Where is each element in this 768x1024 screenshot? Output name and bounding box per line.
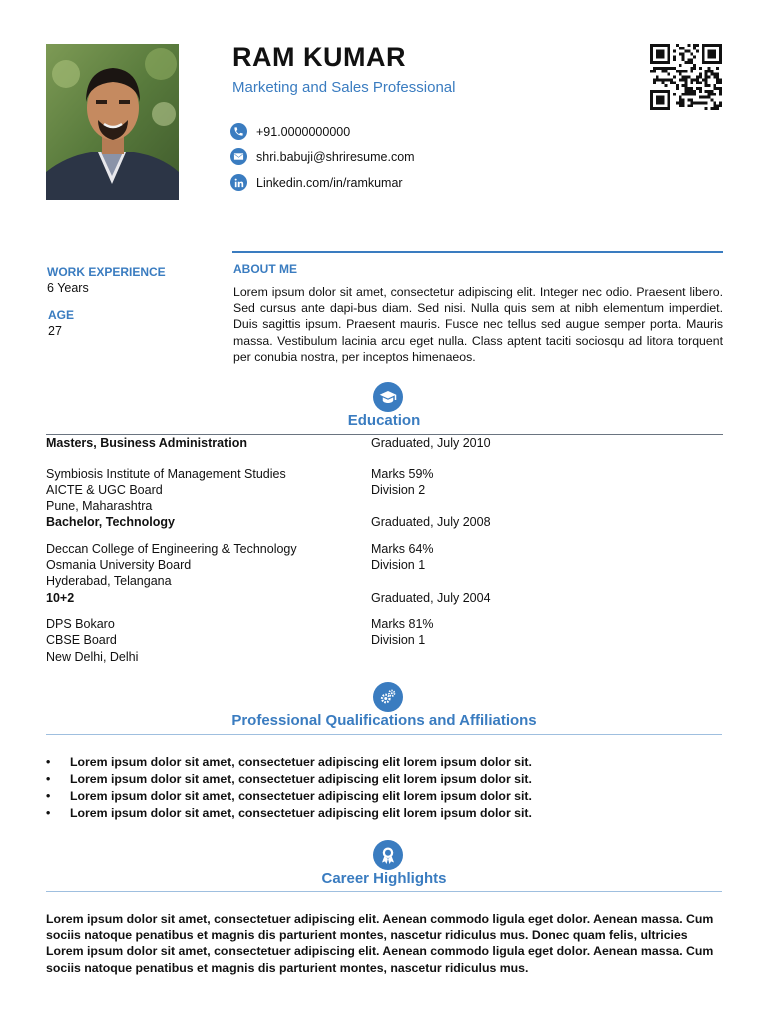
work-experience-label: WORK EXPERIENCE xyxy=(47,265,166,279)
education-marks-1: Marks 59% xyxy=(371,467,434,481)
about-divider xyxy=(232,251,723,253)
education-board-1: AICTE & UGC Board xyxy=(46,483,163,497)
linkedin-icon xyxy=(230,174,247,191)
education-division-2: Division 1 xyxy=(371,558,426,572)
education-institute-3: DPS Bokaro xyxy=(46,617,115,631)
education-institute-1: Symbiosis Institute of Management Studies xyxy=(46,467,286,481)
about-text: Lorem ipsum dolor sit amet, consectetur adipiscing elit. Integer nec odio. Praesent libero. Sed cursus ante dapi-bus diam. Sed nisi. Nulla quis sem at nibh elementum imperdiet. Duis sagittis ipsum. Praesent mauris. Fusce nec tellus sed augue semper porta. Mauris massa. Vestibulum lacinia arcu eget nulla. Class aptent taciti sociosqu ad litora torquent per conubia nostra, per inceptos himenaeos. xyxy=(233,285,723,364)
age-value: 27 xyxy=(48,324,62,338)
education-degree-2: Bachelor, Technology xyxy=(46,515,175,529)
contact-phone[interactable] xyxy=(230,123,350,140)
about-heading: ABOUT ME xyxy=(233,262,297,276)
candidate-name: RAM KUMAR xyxy=(232,42,406,72)
email-text: shri.babuji@shriresume.com xyxy=(256,149,415,164)
phone-icon xyxy=(230,123,247,140)
career-divider xyxy=(46,891,722,892)
education-location-2: Hyderabad, Telangana xyxy=(46,574,172,588)
education-division-1: Division 2 xyxy=(371,483,426,497)
age-label: AGE xyxy=(48,308,75,322)
list-item: • Lorem ipsum dolor sit amet, consectetuer adipiscing elit lorem ipsum dolor sit. xyxy=(46,806,532,820)
linkedin-text: Linkedin.com/in/ramkumar xyxy=(256,175,403,190)
education-marks-2: Marks 64% xyxy=(371,542,434,556)
education-board-3: CBSE Board xyxy=(46,633,117,647)
education-graduated-3: Graduated, July 2004 xyxy=(371,591,491,605)
candidate-title: Marketing and Sales Professional xyxy=(232,79,456,96)
education-degree-1: Masters, Business Administration xyxy=(46,436,247,450)
graduation-cap-icon xyxy=(373,382,403,412)
profile-photo xyxy=(46,44,179,200)
career-text: Lorem ipsum dolor sit amet, consectetuer adipiscing elit. Aenean commodo ligula eget dolor. Aenean massa. Cum sociis natoque penatibus et magnis dis parturient montes, nascetur ridiculus mus. Donec quam felis, ultricies Lorem ipsum dolor sit amet, consectetuer adipiscing elit. Aenean commodo ligula eget dolor. Aenean massa. Cum sociis natoque penatibus et magnis dis parturient montes, nascetur ridiculus mus. xyxy=(46,912,714,975)
gears-icon xyxy=(373,682,403,712)
education-graduated-1: Graduated, July 2010 xyxy=(371,436,491,450)
qualifications-divider xyxy=(46,734,722,735)
education-location-1: Pune, Maharashtra xyxy=(46,499,153,513)
education-heading: Education xyxy=(347,412,421,429)
work-experience-value: 6 Years xyxy=(47,281,89,295)
education-board-2: Osmania University Board xyxy=(46,558,192,572)
award-ribbon-icon xyxy=(373,840,403,870)
list-item: • Lorem ipsum dolor sit amet, consectetuer adipiscing elit lorem ipsum dolor sit. xyxy=(46,772,532,786)
education-degree-3: 10+2 xyxy=(46,591,75,605)
phone-text: +91.0000000000 xyxy=(256,124,351,139)
education-graduated-2: Graduated, July 2008 xyxy=(371,515,491,529)
career-heading: Career Highlights xyxy=(321,870,447,887)
education-marks-3: Marks 81% xyxy=(371,617,434,631)
education-location-3: New Delhi, Delhi xyxy=(46,650,139,664)
qr-code-icon xyxy=(650,44,722,110)
list-item: • Lorem ipsum dolor sit amet, consectetuer adipiscing elit lorem ipsum dolor sit. xyxy=(46,789,532,803)
contact-email[interactable] xyxy=(230,148,415,165)
email-icon xyxy=(230,148,247,165)
education-division-3: Division 1 xyxy=(371,633,426,647)
education-institute-2: Deccan College of Engineering & Technology xyxy=(46,542,297,556)
list-item: • Lorem ipsum dolor sit amet, consectetuer adipiscing elit lorem ipsum dolor sit. xyxy=(46,755,532,769)
contact-linkedin[interactable] xyxy=(230,174,403,191)
qualifications-heading: Professional Qualifications and Affiliations xyxy=(231,712,537,729)
